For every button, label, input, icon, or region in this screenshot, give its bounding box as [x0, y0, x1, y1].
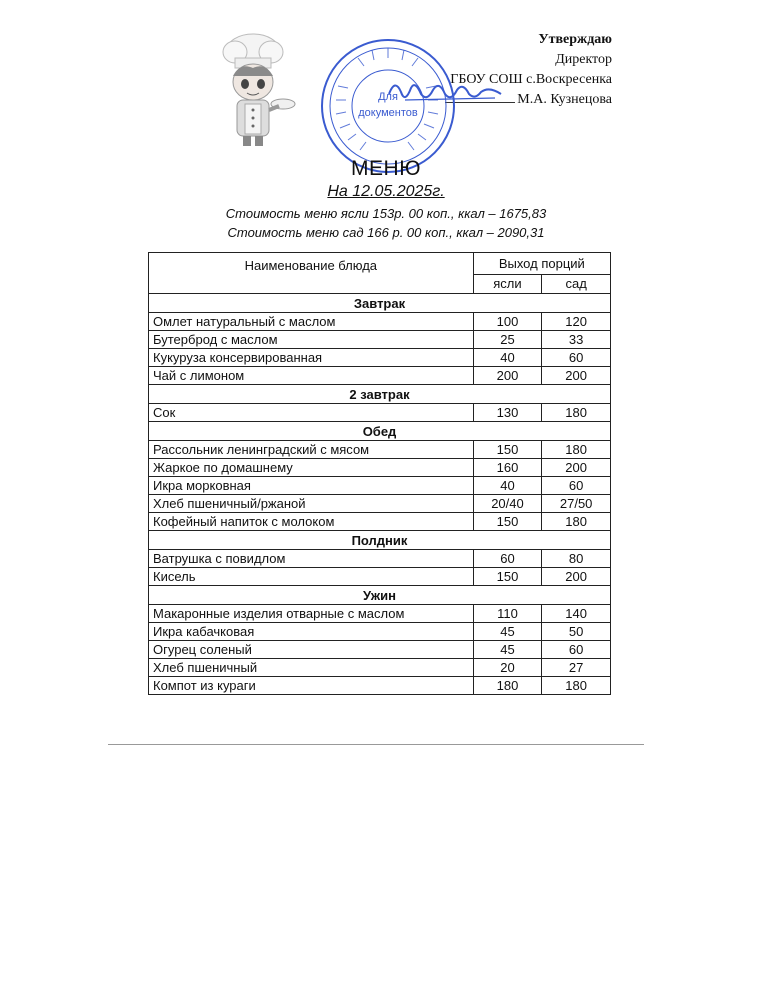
kindergarten-portion: 180 — [542, 513, 611, 531]
nursery-portion: 45 — [473, 641, 542, 659]
nursery-portion: 20/40 — [473, 495, 542, 513]
table-row — [149, 495, 611, 513]
section-row — [149, 422, 611, 441]
kindergarten-portion: 27 — [542, 659, 611, 677]
dish-name: Чай с лимоном — [149, 367, 474, 385]
header-dish-name: Наименование блюда — [149, 253, 474, 294]
menu-table — [148, 252, 611, 695]
table-row — [149, 331, 611, 349]
approval-position: Директор — [555, 52, 612, 67]
table-row — [149, 459, 611, 477]
nursery-portion: 40 — [473, 477, 542, 495]
section-title: Ужин — [149, 586, 611, 605]
nursery-portion: 45 — [473, 623, 542, 641]
kindergarten-portion: 120 — [542, 313, 611, 331]
kindergarten-portion: 60 — [542, 477, 611, 495]
kindergarten-portion: 33 — [542, 331, 611, 349]
kindergarten-portion: 180 — [542, 677, 611, 695]
approval-title: Утверждаю — [538, 32, 612, 47]
dish-name: Ватрушка с повидлом — [149, 550, 474, 568]
section-row — [149, 586, 611, 605]
dish-name: Огурец соленый — [149, 641, 474, 659]
kindergarten-portion: 180 — [542, 441, 611, 459]
dish-name: Хлеб пшеничный/ржаной — [149, 495, 474, 513]
table-row — [149, 623, 611, 641]
kindergarten-portion: 200 — [542, 568, 611, 586]
dish-name: Кисель — [149, 568, 474, 586]
menu-title: МЕНЮ — [351, 157, 421, 180]
menu-date: На 12.05.2025г. — [327, 183, 445, 200]
section-row — [149, 531, 611, 550]
dish-name: Хлеб пшеничный — [149, 659, 474, 677]
nursery-portion: 130 — [473, 404, 542, 422]
table-row — [149, 367, 611, 385]
header-kindergarten: сад — [542, 274, 611, 293]
nursery-portion: 100 — [473, 313, 542, 331]
kindergarten-portion: 50 — [542, 623, 611, 641]
approval-director: М.А. Кузнецова — [517, 92, 612, 107]
dish-name: Кофейный напиток с молоком — [149, 513, 474, 531]
header-nursery: ясли — [473, 274, 542, 293]
table-row — [149, 677, 611, 695]
dish-name: Омлет натуральный с маслом — [149, 313, 474, 331]
table-row — [149, 349, 611, 367]
dish-name: Икра кабачковая — [149, 623, 474, 641]
nursery-portion: 150 — [473, 513, 542, 531]
cost-nursery: Стоимость меню ясли 153р. 00 коп., ккал – 1675,83 — [225, 206, 547, 221]
section-title: 2 завтрак — [149, 385, 611, 404]
kindergarten-portion: 180 — [542, 404, 611, 422]
nursery-portion: 160 — [473, 459, 542, 477]
svg-text:Для: Для — [378, 91, 398, 103]
section-title: Полдник — [149, 531, 611, 550]
table-row — [149, 605, 611, 623]
nursery-portion: 25 — [473, 331, 542, 349]
table-row — [149, 568, 611, 586]
nursery-portion: 150 — [473, 441, 542, 459]
section-row — [149, 385, 611, 404]
dish-name: Жаркое по домашнему — [149, 459, 474, 477]
table-row — [149, 404, 611, 422]
kindergarten-portion: 80 — [542, 550, 611, 568]
table-row — [149, 550, 611, 568]
kindergarten-portion: 200 — [542, 367, 611, 385]
section-title: Обед — [149, 422, 611, 441]
table-row — [149, 659, 611, 677]
section-title: Завтрак — [149, 294, 611, 313]
kindergarten-portion: 60 — [542, 349, 611, 367]
dish-name: Рассольник ленинградский с мясом — [149, 441, 474, 459]
chef-illustration — [205, 30, 300, 150]
nursery-portion: 110 — [473, 605, 542, 623]
dish-name: Кукуруза консервированная — [149, 349, 474, 367]
director-signature — [385, 72, 505, 112]
kindergarten-portion: 200 — [542, 459, 611, 477]
dish-name: Икра морковная — [149, 477, 474, 495]
table-row — [149, 513, 611, 531]
dish-name: Макаронные изделия отварные с маслом — [149, 605, 474, 623]
svg-text:документов: документов — [358, 107, 418, 119]
table-row — [149, 477, 611, 495]
page-divider — [108, 744, 644, 745]
section-row — [149, 294, 611, 313]
cost-kindergarten: Стоимость меню сад 166 р. 00 коп., ккал – 2090,31 — [227, 225, 545, 240]
kindergarten-portion: 140 — [542, 605, 611, 623]
nursery-portion: 200 — [473, 367, 542, 385]
kindergarten-portion: 27/50 — [542, 495, 611, 513]
table-row — [149, 313, 611, 331]
nursery-portion: 40 — [473, 349, 542, 367]
table-row — [149, 441, 611, 459]
header-output: Выход порций — [473, 253, 610, 275]
dish-name: Компот из кураги — [149, 677, 474, 695]
kindergarten-portion: 60 — [542, 641, 611, 659]
table-row — [149, 641, 611, 659]
dish-name: Бутерброд с маслом — [149, 331, 474, 349]
nursery-portion: 60 — [473, 550, 542, 568]
nursery-portion: 20 — [473, 659, 542, 677]
dish-name: Сок — [149, 404, 474, 422]
nursery-portion: 150 — [473, 568, 542, 586]
approval-school: ГБОУ СОШ с.Воскресенка — [450, 72, 612, 87]
nursery-portion: 180 — [473, 677, 542, 695]
menu-table-body — [149, 294, 611, 695]
